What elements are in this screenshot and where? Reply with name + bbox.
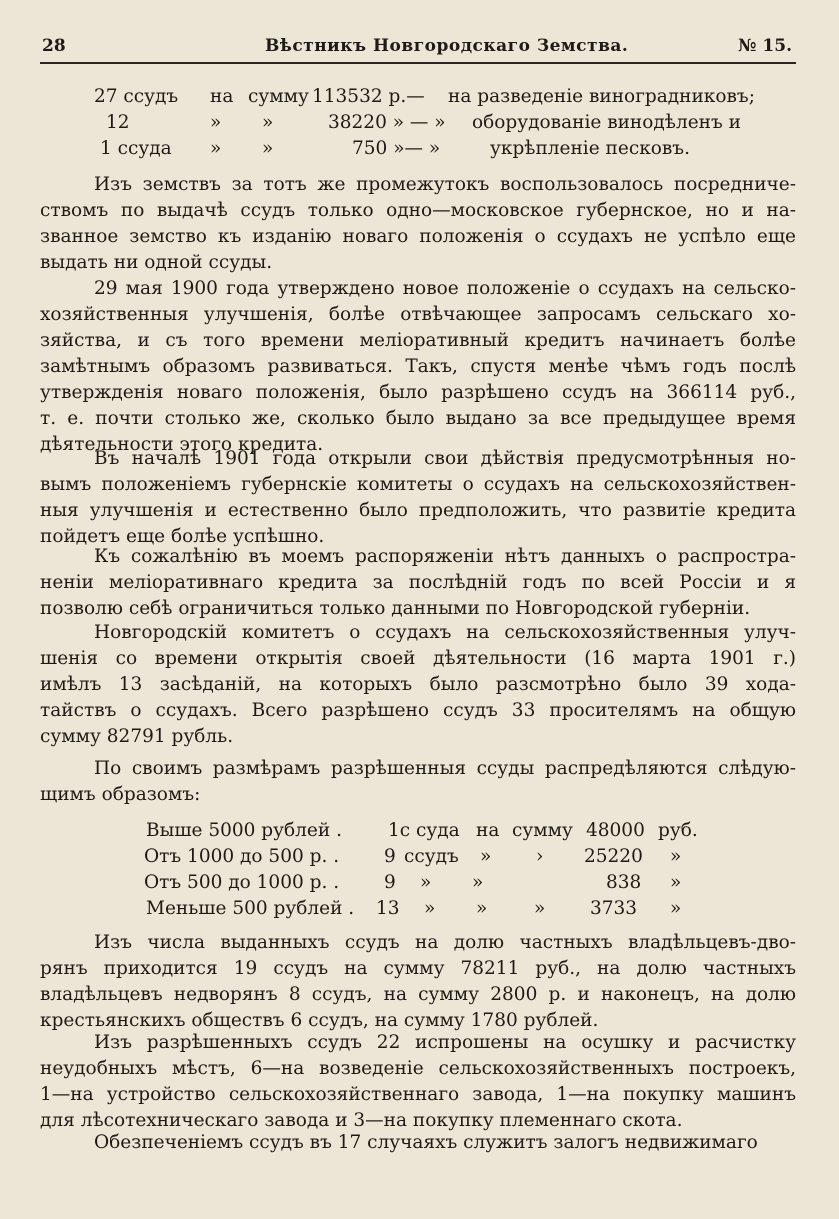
paragraph [40,172,796,276]
text-line: неудобныхъ мѣстъ, 6—на возведеніе сельскохозяйственныхъ построекъ, [40,1058,796,1079]
table-cell: 750 »— » [352,138,441,159]
paragraph [40,1030,796,1134]
table-row [40,136,796,162]
text-line: Новгородскій комитетъ о ссудахъ на сельскохозяйственныя улуч- [94,622,796,643]
text-line: крестьянскихъ обществъ 6 ссудъ, на сумму 1780 рублей. [40,1010,599,1031]
table-cell: » [420,872,432,893]
table-cell: Меньше 500 рублей . [146,898,355,919]
table-cell: » [262,138,274,159]
table-row [40,84,796,110]
table-cell: 13 [376,898,400,919]
table-cell: 9 [384,872,396,893]
table-cell: 48000 [586,820,645,841]
table-cell: на [210,86,234,107]
page-number: 28 [42,36,66,56]
paragraph [40,930,796,1034]
table-cell: 3733 [590,898,638,919]
table-cell: » [210,138,222,159]
text-line: 29 мая 1900 года утверждено новое положеніе о ссудахъ на сельско- [94,278,796,299]
table-cell: 1с [388,820,411,841]
table-cell: Отъ 1000 до 500 р. . [144,846,340,867]
table-cell: » [476,898,488,919]
text-line: позволю себѣ ограничиться только данными по Новгородской губерніи. [40,598,751,619]
text-line: ныя улучшенія и естественно было предположить, что развитіе кредита [40,500,796,521]
table-cell: на разведеніе виноградниковъ; [448,86,755,107]
text-line: замѣтнымъ образомъ развиваться. Такъ, спустя менѣе чѣмъ годъ послѣ [40,356,796,377]
text-line: вымъ положеніемъ губернскіе комитеты о ссудахъ на сельскохозяйствен- [40,474,796,495]
table-cell: 25220 [584,846,643,867]
text-line: Изъ разрѣшенныхъ ссудъ 22 испрошены на осушку и расчистку [94,1032,796,1053]
loan-size-table [40,818,796,922]
table-cell: 838 [606,872,642,893]
table-cell: » [472,872,484,893]
table-cell: руб. [658,820,698,841]
table-cell: сумму [248,86,309,107]
text-line: Къ сожалѣнію въ моемъ распоряженіи нѣтъ данныхъ о распростра- [94,546,796,567]
table-cell: 1 ссуда [100,138,172,159]
table-cell: 113532 р.— [312,86,425,107]
text-line: Обезпеченіемъ ссудъ въ 17 случаяхъ служитъ залогъ недвижимаго [94,1132,758,1153]
table-cell: » [670,872,682,893]
table-cell: сумму [512,820,573,841]
table-cell: 12 [106,112,130,133]
text-line: сумму 82791 рубль. [40,726,234,747]
paragraph [40,1130,796,1156]
text-line: дѣятельности этого кредита. [40,434,324,455]
paragraph [40,446,796,550]
journal-title: Вѣстникъ Новгородскаго Земства. [265,36,629,56]
table-row [40,844,796,870]
table-cell: › [536,846,544,867]
text-line: ствомъ по выдачѣ ссудъ только одно—московское губернское, но и на- [40,200,796,221]
text-line: 1—на устройство сельскохозяйственнаго завода, 1—на покупку машинъ [40,1084,796,1105]
paragraph [40,756,796,808]
loan-table-1 [40,84,796,162]
text-line: тайствъ о ссудахъ. Всего разрѣшено ссудъ 33 просителямъ на общую [40,700,796,721]
table-cell: Выше 5000 рублей . [146,820,342,841]
paragraph [40,620,796,750]
table-row [40,110,796,136]
text-line: Въ началѣ 1901 года открыли свои дѣйствія предусмотрѣнныя но- [94,448,796,469]
text-line: пойдетъ еще болѣе успѣшно. [40,526,325,547]
table-cell: оборудованіе винодѣленъ и [472,112,741,133]
page-header [40,34,796,64]
text-line: шенія со времени открытія своей дѣятельности (16 марта 1901 г.) [40,648,796,669]
table-cell: » [210,112,222,133]
text-line: неніи меліоративнаго кредита за послѣдній годъ по всей Россіи и я [40,572,796,593]
table-row [40,896,796,922]
table-cell: » [670,898,682,919]
text-line: зяйства, и съ того времени меліоративный кредитъ начинаетъ болѣе [40,330,796,351]
table-cell: » [670,846,682,867]
text-line: имѣлъ 13 засѣданій, на которыхъ было разсмотрѣно было 39 хода- [40,674,796,695]
text-line: По своимъ размѣрамъ разрѣшенныя ссуды распредѣляются слѣдую- [94,758,796,779]
table-cell: укрѣпленіе песковъ. [490,138,690,159]
text-line: для лѣсотехническаго завода и 3—на покупку племеннаго скота. [40,1110,683,1131]
paragraph [40,276,796,458]
table-cell: 27 ссудъ [94,86,179,107]
table-cell: на [476,820,500,841]
paragraph [40,544,796,622]
text-line: званное земство къ изданію новаго положенія о ссудахъ не успѣло еще [40,226,796,247]
table-cell: » [262,112,274,133]
text-line: т. е. почти столько же, сколько было выдано за все предыдущее время [40,408,796,429]
text-line: выдать ни одной ссуды. [40,252,273,273]
text-line: Изъ земствъ за тотъ же промежутокъ воспользовалось посредниче- [94,174,796,195]
table-row [40,818,796,844]
table-cell: 9 [384,846,396,867]
text-line: рянъ приходится 19 ссудъ на сумму 78211 руб., на долю частныхъ [40,958,796,979]
table-cell: ссудъ [404,846,459,867]
text-line: Изъ числа выданныхъ ссудъ на долю частныхъ владѣльцевъ-дво- [94,932,796,953]
text-line: владѣльцевъ недворянъ 8 ссудъ, на сумму 2800 р. и наконецъ, на долю [40,984,796,1005]
table-row [40,870,796,896]
text-line: утвержденія новаго положенія, было разрѣшено ссудъ на 366114 руб., [40,382,796,403]
text-line: щимъ образомъ: [40,784,201,805]
table-cell: Отъ 500 до 1000 р. . [144,872,340,893]
table-cell: суда [416,820,460,841]
table-cell: » [424,898,436,919]
table-cell: » [534,898,546,919]
text-line: хозяйственныя улучшенія, болѣе отвѣчающее запросамъ сельскаго хо- [40,304,796,325]
table-cell: 38220 » — » [328,112,446,133]
issue-number: № 15. [738,36,792,56]
table-cell: » [480,846,492,867]
